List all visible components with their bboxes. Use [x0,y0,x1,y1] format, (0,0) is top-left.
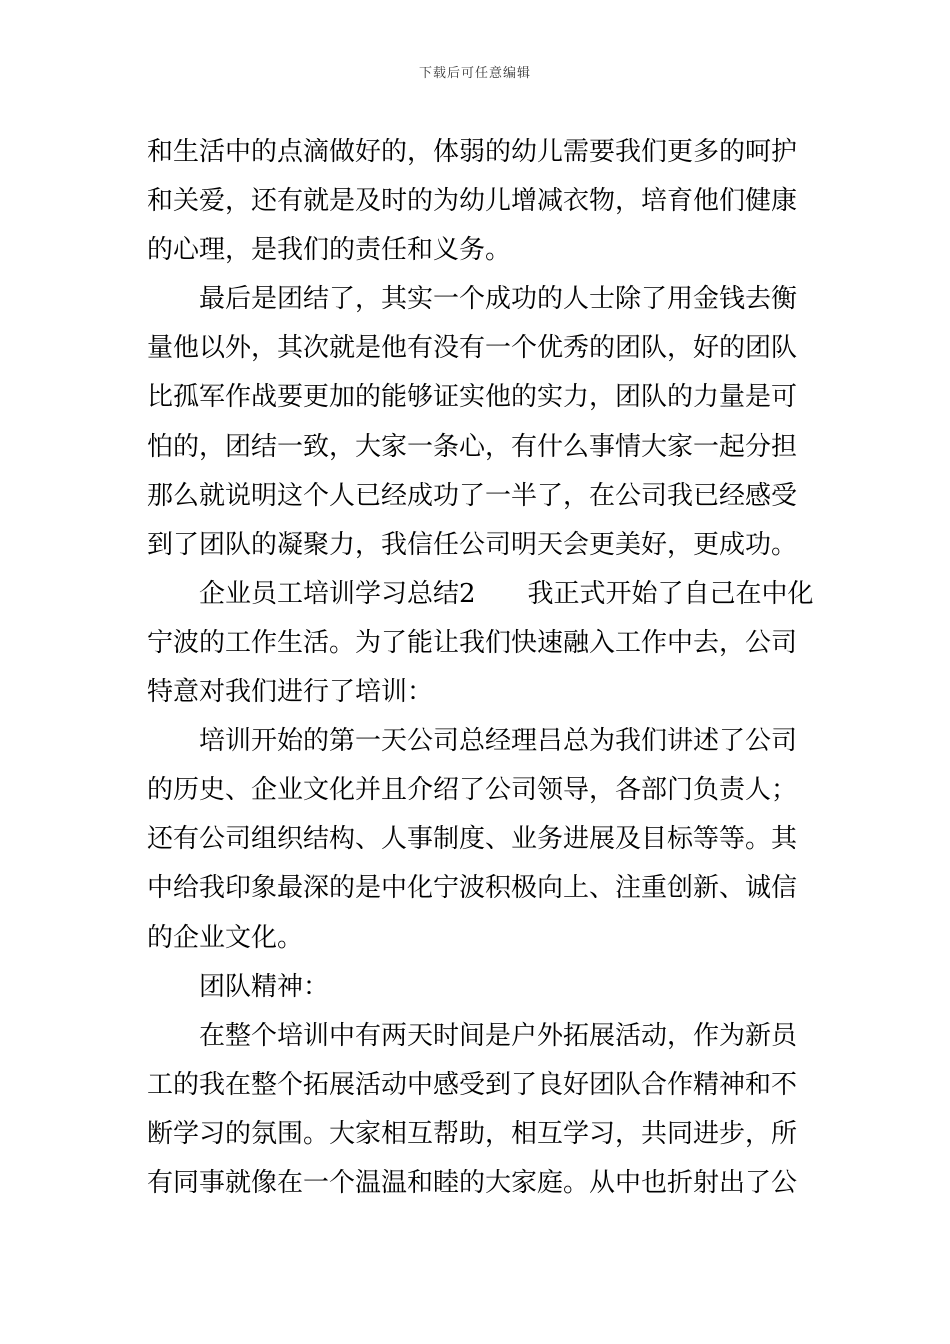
text-line: 怕的，团结一致，大家一条心，有什么事情大家一起分担 [147,431,798,462]
section-title: 企业员工培训学习总结2 [199,578,476,609]
text-line: 的历史、企业文化并且介绍了公司领导，各部门负责人； [147,775,798,806]
text-line: 中给我印象最深的是中化宁波积极向上、注重创新、诚信 [147,873,798,904]
subheading-line: 团队精神： [199,971,330,1002]
text-line: 的企业文化。 [147,922,304,953]
header-note: 下载后可任意编辑 [418,66,531,81]
text-line: 量他以外，其次就是他有没有一个优秀的团队，好的团队 [147,333,798,364]
text-line: 比孤军作战要更加的能够证实他的实力，团队的力量是可 [147,382,798,413]
paragraph-start-line: 在整个培训中有两天时间是户外拓展活动，作为新员 [199,1020,798,1051]
section-heading-line [147,570,814,619]
text-line: 和生活中的点滴做好的，体弱的幼儿需要我们更多的呵护 [147,137,798,167]
text-line: 那么就说明这个人已经成功了一半了，在公司我已经感受 [147,480,798,511]
text-line: 和关爱，还有就是及时的为幼儿增减衣物，培育他们健康 [147,186,798,217]
body-text [147,128,814,1208]
text-line: 宁波的工作生活。为了能让我们快速融入工作中去，公司 [147,627,798,658]
text-line: 的心理，是我们的责任和义务。 [147,235,512,266]
paragraph-start-line: 培训开始的第一天公司总经理吕总为我们讲述了公司 [199,726,798,757]
section-opening-text: 我正式开始了自己在中化 [527,578,814,609]
text-line: 断学习的氛围。大家相互帮助，相互学习，共同进步，所 [147,1118,798,1149]
text-line: 到了团队的凝聚力，我信任公司明天会更美好，更成功。 [147,529,798,560]
text-line: 特意对我们进行了培训： [147,677,434,708]
text-line: 还有公司组织结构、人事制度、业务进展及目标等等。其 [147,824,798,855]
text-line: 有同事就像在一个温温和睦的大家庭。从中也折射出了公 [147,1167,798,1198]
paragraph-start-line: 最后是团结了，其实一个成功的人士除了用金钱去衡 [199,284,798,315]
text-line: 工的我在整个拓展活动中感受到了良好团队合作精神和不 [147,1069,798,1100]
